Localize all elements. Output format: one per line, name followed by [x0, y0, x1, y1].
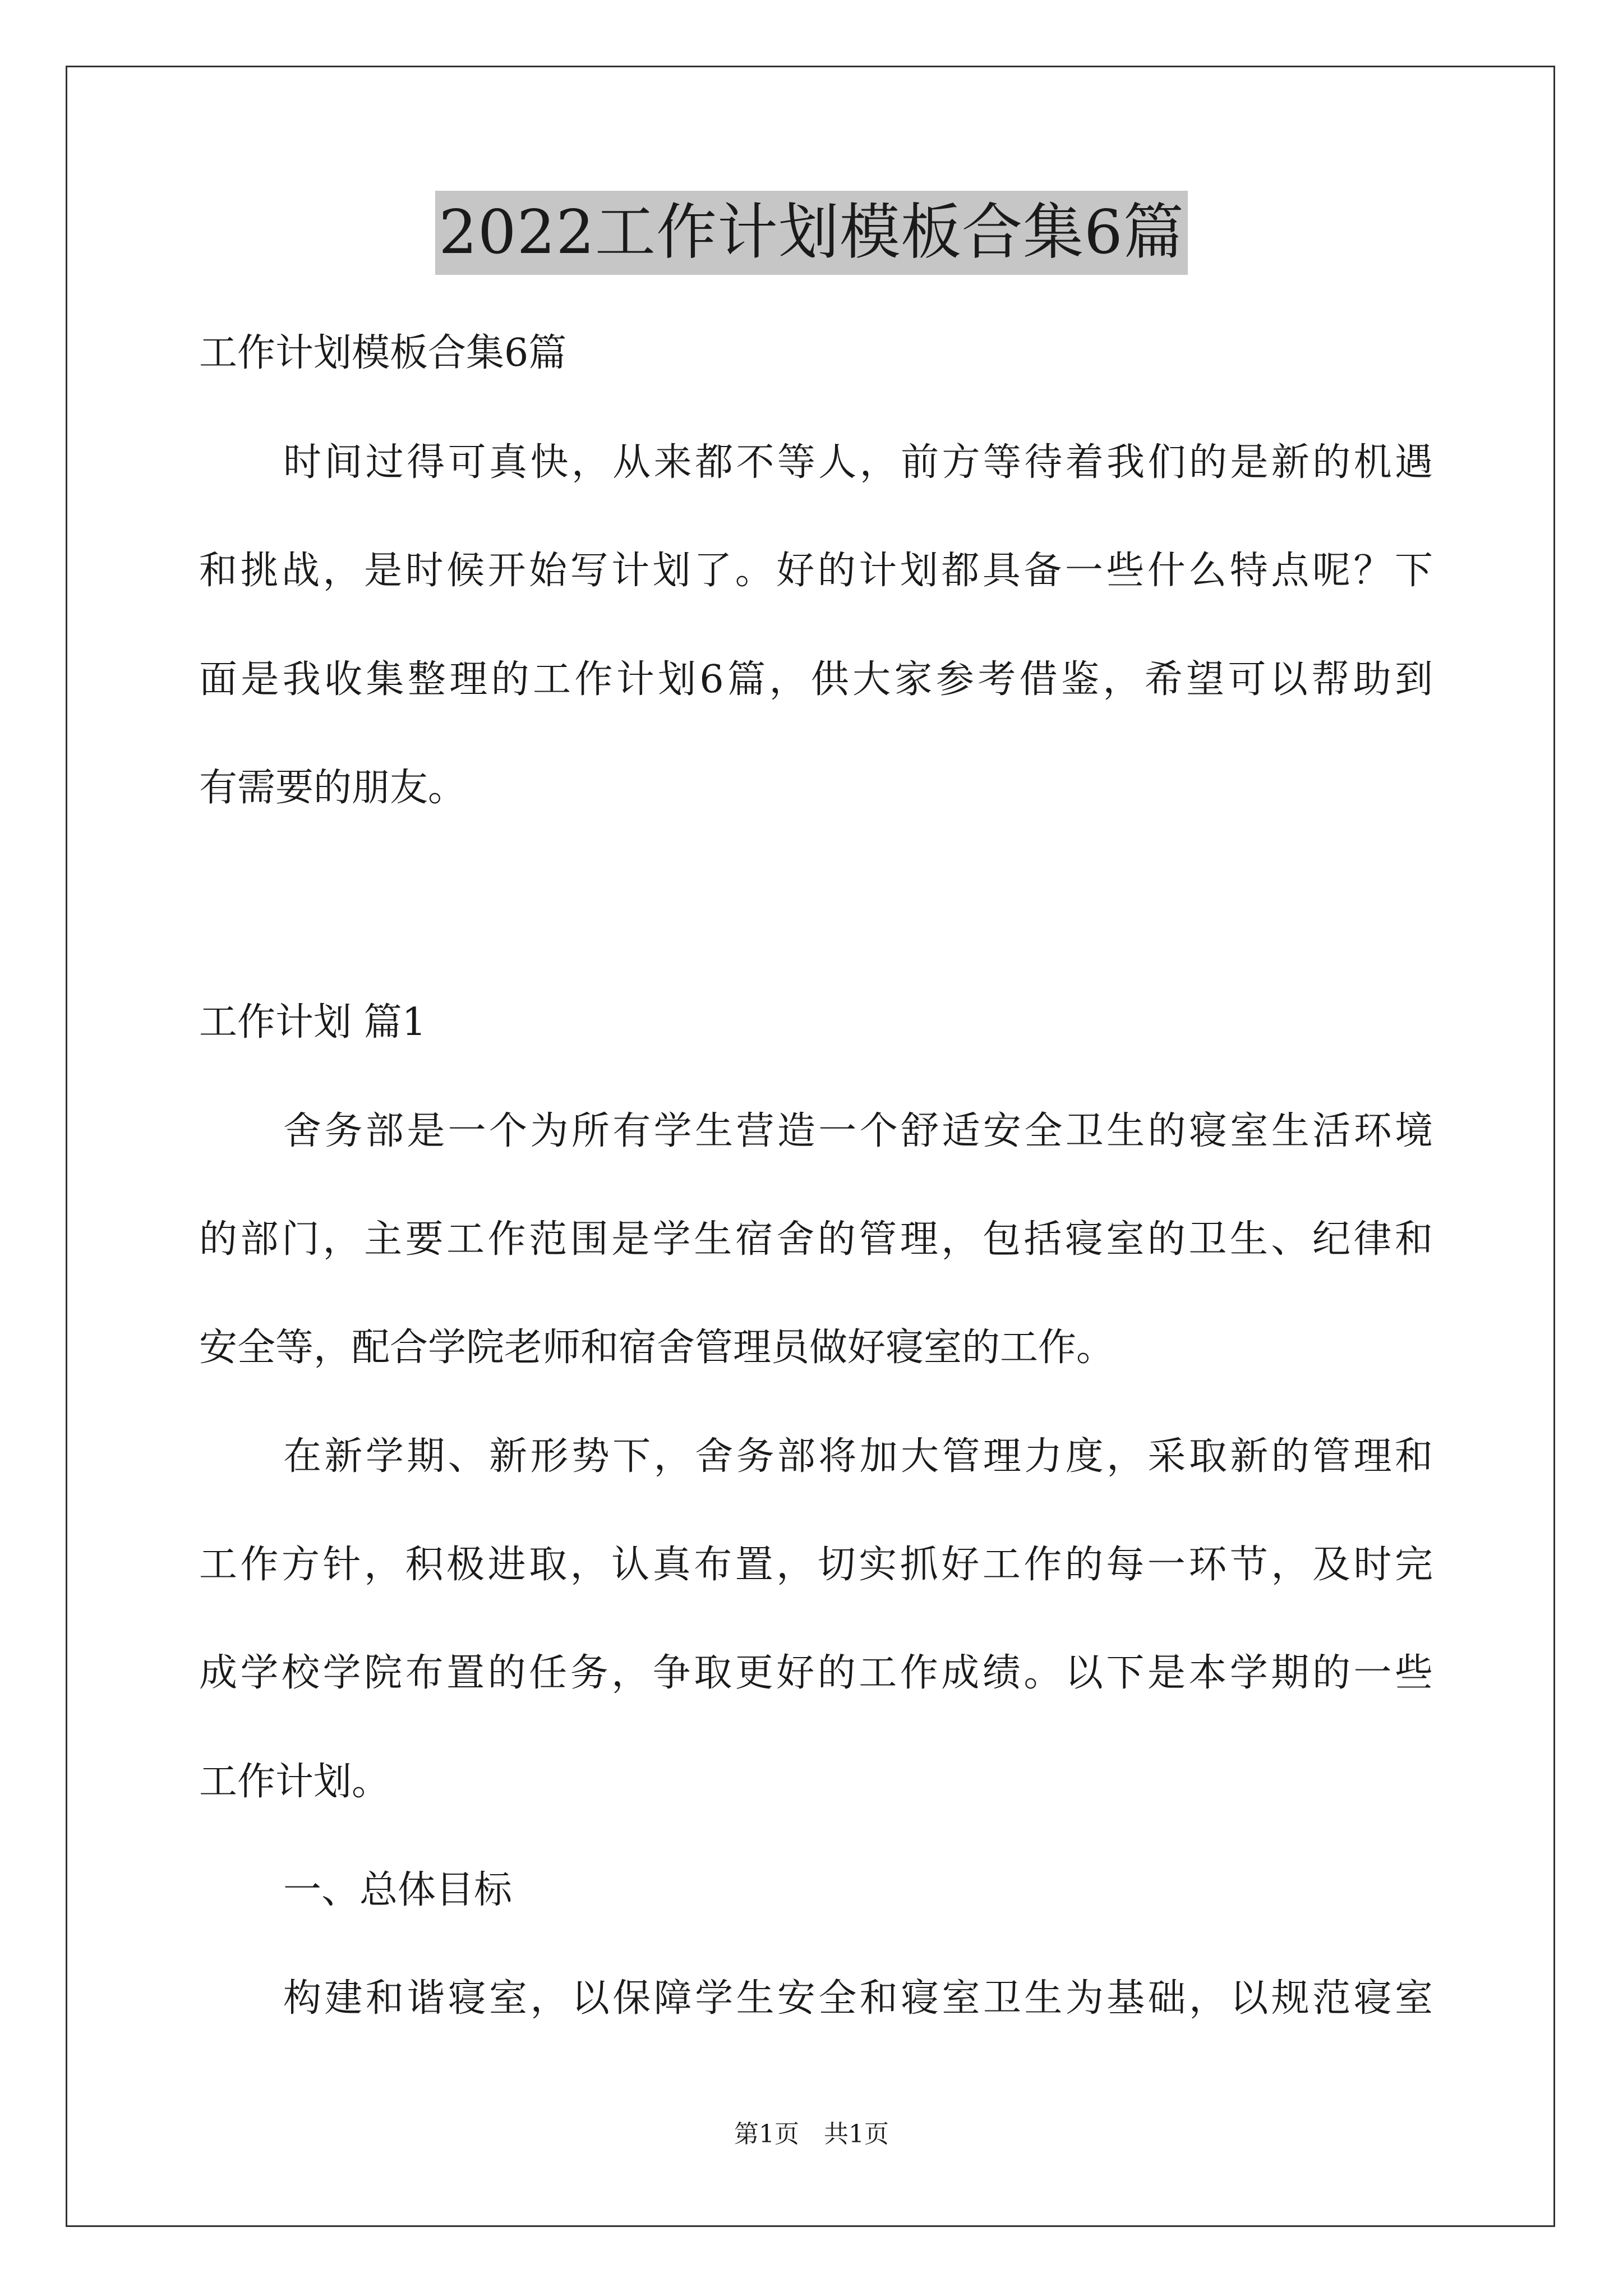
- subheading: 一、总体目标: [283, 1868, 513, 1912]
- paragraph-line: 成学校学院布置的任务，争取更好的工作成绩。以下是本学期的一些: [199, 1651, 1433, 1695]
- intro-line: 面是我收集整理的工作计划6篇，供大家参考借鉴，希望可以帮助到: [199, 657, 1433, 702]
- intro-line: 和挑战，是时候开始写计划了。好的计划都具备一些什么特点呢？下: [199, 549, 1433, 593]
- paragraph-line: 工作方针，积极进取，认真布置，切实抓好工作的每一环节，及时完: [199, 1543, 1433, 1587]
- paragraph-line: 的部门，主要工作范围是学生宿舍的管理，包括寝室的卫生、纪律和: [199, 1217, 1433, 1262]
- paragraph-line: 工作计划。: [199, 1760, 390, 1804]
- page-footer: 第1页 共1页: [734, 2120, 889, 2148]
- paragraph-line: 在新学期、新形势下，舍务部将加大管理力度，采取新的管理和: [283, 1434, 1433, 1479]
- document-title: 2022工作计划模板合集6篇: [435, 191, 1188, 275]
- paragraph-line: 舍务部是一个为所有学生营造一个舒适安全卫生的寝室生活环境: [283, 1109, 1433, 1153]
- document-subtitle: 工作计划模板合集6篇: [199, 331, 567, 375]
- title-container: [0, 191, 1623, 275]
- paragraph-line: 安全等，配合学院老师和宿舍管理员做好寝室的工作。: [199, 1326, 1115, 1370]
- paragraph-line: 构建和谐寝室，以保障学生安全和寝室卫生为基础，以规范寝室: [283, 1976, 1433, 2021]
- section-heading: 工作计划 篇1: [199, 1000, 426, 1045]
- intro-line: 时间过得可真快，从来都不等人，前方等待着我们的是新的机遇: [283, 440, 1433, 485]
- intro-line: 有需要的朋友。: [199, 766, 467, 810]
